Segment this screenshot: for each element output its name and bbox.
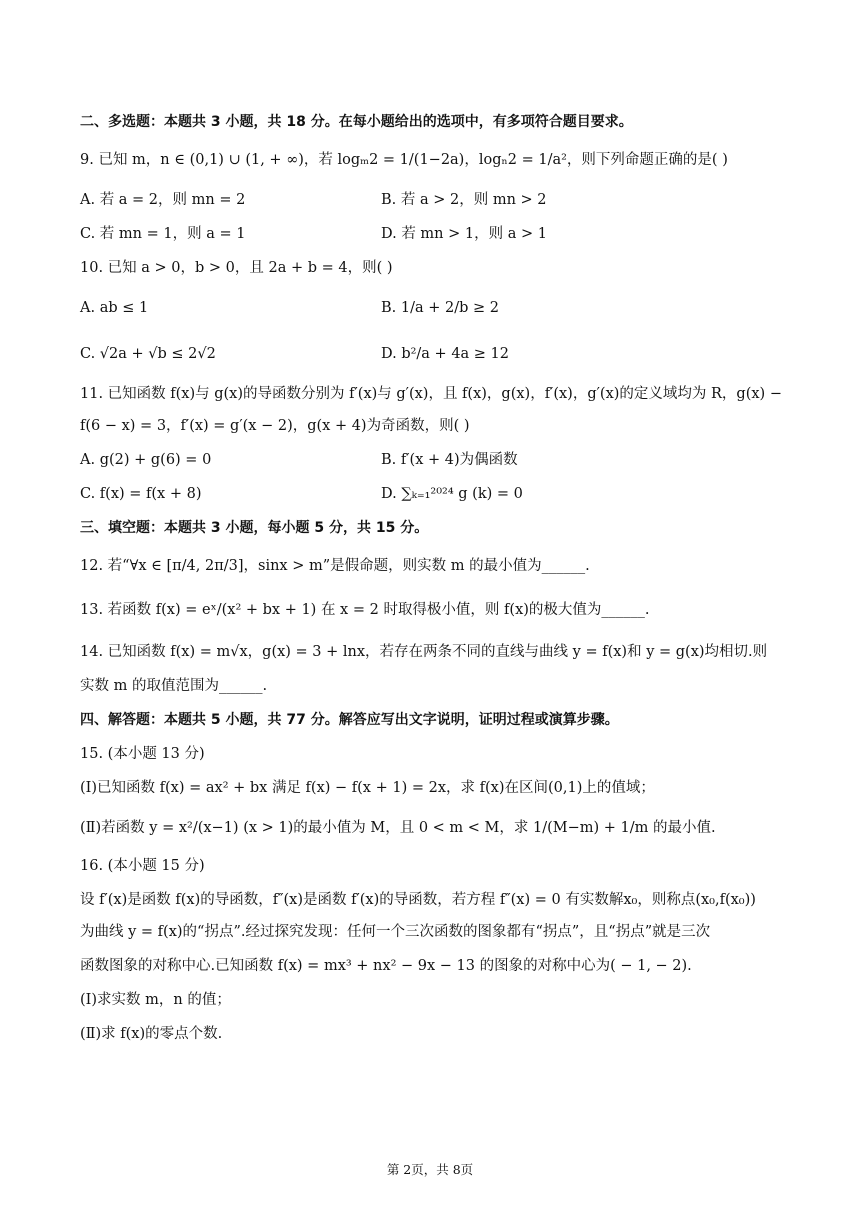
- question-11-option-a: A. g(2) + g(6) = 0: [80, 452, 212, 468]
- question-9-option-b: B. 若 a > 2，则 mn > 2: [381, 192, 547, 208]
- section-fill-in-heading: 三、填空题：本题共 3 小题，每小题 5 分，共 15 分。: [80, 520, 429, 536]
- question-16-part-2: (Ⅱ)求 f(x)的零点个数.: [80, 1026, 223, 1042]
- question-10-option-c: C. √2a + √b ≤ 2√2: [80, 346, 216, 362]
- question-16-title: 16. (本小题 15 分): [80, 858, 205, 874]
- question-12: 12. 若“∀x ∈ [π/4, 2π/3]，sinx > m”是假命题，则实数 m 的最小值为______.: [80, 558, 590, 574]
- question-10-option-b: B. 1/a + 2/b ≥ 2: [381, 300, 499, 316]
- question-16-part-1: (Ⅰ)求实数 m，n 的值；: [80, 992, 231, 1008]
- question-10-option-d: D. b²/a + 4a ≥ 12: [381, 346, 510, 362]
- question-11-option-b: B. f′(x + 4)为偶函数: [381, 452, 518, 468]
- question-16-stem-line-2: 为曲线 y = f(x)的“拐点”.经过探究发现：任何一个三次函数的图象都有“拐点”，且“拐点”就是三次: [80, 924, 711, 940]
- question-9-option-c: C. 若 mn = 1，则 a = 1: [80, 226, 246, 242]
- question-11-option-d: D. ∑ₖ₌₁²⁰²⁴ g (k) = 0: [381, 486, 523, 502]
- question-9-stem: 9. 已知 m，n ∈ (0,1) ∪ (1, + ∞)，若 logₘ2 = 1/(1−2a)，logₙ2 = 1/a²，则下列命题正确的是( ): [80, 152, 728, 168]
- section-solution-heading: 四、解答题：本题共 5 小题，共 77 分。解答应写出文字说明，证明过程或演算步骤。: [80, 712, 619, 728]
- question-11-option-c: C. f(x) = f(x + 8): [80, 486, 202, 502]
- question-9-option-a: A. 若 a = 2，则 mn = 2: [80, 192, 246, 208]
- section-multiple-choice-heading: 二、多选题：本题共 3 小题，共 18 分。在每小题给出的选项中，有多项符合题目要求。: [80, 114, 633, 130]
- question-15-part-2: (Ⅱ)若函数 y = x²/(x−1) (x > 1)的最小值为 M，且 0 < m < M，求 1/(M−m) + 1/m 的最小值.: [80, 820, 716, 836]
- question-15-part-1: (Ⅰ)已知函数 f(x) = ax² + bx 满足 f(x) − f(x + 1) = 2x，求 f(x)在区间(0,1)上的值域；: [80, 780, 655, 796]
- question-9-option-d: D. 若 mn > 1，则 a > 1: [381, 226, 547, 242]
- page-footer: 第 2页，共 8页: [386, 1162, 474, 1177]
- question-14-line-2: 实数 m 的取值范围为______.: [80, 678, 268, 694]
- question-16-stem-line-3: 函数图象的对称中心.已知函数 f(x) = mx³ + nx² − 9x − 13 的图象的对称中心为( − 1, − 2).: [80, 958, 692, 974]
- question-16-stem-line-1: 设 f′(x)是函数 f(x)的导函数，f″(x)是函数 f′(x)的导函数，若方程 f″(x) = 0 有实数解x₀，则称点(x₀,f(x₀)): [80, 892, 756, 908]
- question-11-stem-line-1: 11. 已知函数 f(x)与 g(x)的导函数分别为 f′(x)与 g′(x)，且 f(x)，g(x)，f′(x)，g′(x)的定义域均为 R，g(x) −: [80, 386, 782, 402]
- question-11-stem-line-2: f(6 − x) = 3，f′(x) = g′(x − 2)，g(x + 4)为奇函数，则( ): [80, 418, 470, 434]
- question-10-stem: 10. 已知 a > 0，b > 0，且 2a + b = 4，则( ): [80, 260, 393, 276]
- question-14-line-1: 14. 已知函数 f(x) = m√x，g(x) = 3 + lnx，若存在两条不同的直线与曲线 y = f(x)和 y = g(x)均相切.则: [80, 644, 768, 660]
- question-13: 13. 若函数 f(x) = eˣ/(x² + bx + 1) 在 x = 2 时取得极小值，则 f(x)的极大值为______.: [80, 602, 650, 618]
- question-10-option-a: A. ab ≤ 1: [80, 300, 149, 316]
- question-15-title: 15. (本小题 13 分): [80, 746, 205, 762]
